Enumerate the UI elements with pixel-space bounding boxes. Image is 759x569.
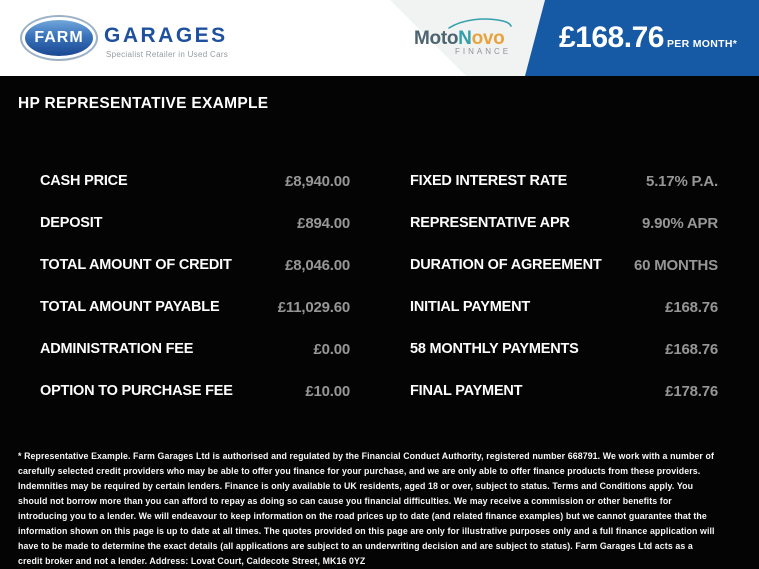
- row-label: FINAL PAYMENT: [410, 383, 523, 399]
- legal-disclaimer: * Representative Example. Farm Garages Ltd is authorised and regulated by the Financial Conduct Authority, registered number 668791. We work with a number of carefully selected credit providers who may be able to offer you finance for your purchase, and we are only able to offer finance products from these providers. Indemnities may be required by certain lenders. Finance is only available to UK residents, aged 18 or over, subject to status. Terms and Conditions apply. You should not borrow more than you can afford to repay as doing so can cause you financial difficulties. We may receive a commission or other benefits for introducing you to a lender. We will endeavour to keep information on the road prices up to date (and related finance examples) but we cannot guarantee that the information shown on this page is up to date at all times. The quotes provided on this page are only for illustrative purposes only and a full finance application will have to be made to determine the exact details (all applications are subject to an underwriting decision and are subject to status). Farm Garages Ltd acts as a credit broker and not a lender. Address: Lovat Court, Caldecote Street, MK16 0YZ: [18, 451, 715, 566]
- row-value: 60 MONTHS: [633, 256, 718, 274]
- table-row: [40, 286, 350, 328]
- row-value: £11,029.60: [277, 298, 350, 316]
- table-row: [410, 286, 718, 328]
- row-label: CASH PRICE: [40, 173, 128, 189]
- row-value: £894.00: [297, 214, 350, 232]
- dealer-name: GARAGES: [104, 24, 228, 47]
- table-row: [410, 328, 718, 370]
- finance-table-left-column: [40, 160, 350, 412]
- row-label: TOTAL AMOUNT PAYABLE: [40, 299, 220, 315]
- monthly-price-suffix: PER MONTH*: [667, 38, 738, 50]
- row-label: REPRESENTATIVE APR: [410, 215, 570, 231]
- row-label: DURATION OF AGREEMENT: [410, 257, 602, 273]
- table-row: [410, 244, 718, 286]
- row-label: INITIAL PAYMENT: [410, 299, 530, 315]
- finance-table-right-column: [410, 160, 718, 412]
- row-value: £168.76: [665, 340, 718, 358]
- page-title: HP REPRESENTATIVE EXAMPLE: [18, 95, 269, 112]
- row-value: £10.00: [305, 382, 350, 400]
- table-row: [410, 370, 718, 412]
- row-value: £8,940.00: [285, 172, 350, 190]
- row-value: £178.76: [665, 382, 718, 400]
- motonovo-finance-label: FINANCE: [455, 47, 512, 56]
- table-row: [40, 244, 350, 286]
- table-row: [410, 202, 718, 244]
- row-value: £0.00: [313, 340, 350, 358]
- header: [0, 0, 759, 76]
- motonovo-n: N: [458, 28, 472, 49]
- farm-garages-logo: [22, 17, 96, 59]
- table-row: [40, 202, 350, 244]
- row-value: 9.90% APR: [641, 214, 718, 232]
- table-row: [40, 328, 350, 370]
- row-label: 58 MONTHLY PAYMENTS: [410, 341, 579, 357]
- row-value: 5.17% P.A.: [646, 172, 718, 190]
- dealer-tagline: Specialist Retailer in Used Cars: [106, 50, 229, 59]
- row-label: TOTAL AMOUNT OF CREDIT: [40, 257, 232, 273]
- farm-oval-label: FARM: [34, 29, 84, 46]
- row-value: £8,046.00: [285, 256, 350, 274]
- table-row: [40, 160, 350, 202]
- row-label: DEPOSIT: [40, 215, 103, 231]
- row-label: FIXED INTEREST RATE: [410, 173, 568, 189]
- finance-table: [40, 160, 718, 412]
- monthly-price: £168.76: [559, 21, 664, 54]
- table-row: [40, 370, 350, 412]
- motonovo-moto: Moto: [414, 28, 459, 49]
- table-row: [410, 160, 718, 202]
- row-label: ADMINISTRATION FEE: [40, 341, 194, 357]
- row-label: OPTION TO PURCHASE FEE: [40, 383, 233, 399]
- row-value: £168.76: [665, 298, 718, 316]
- motonovo-ovo: ovo: [471, 28, 505, 49]
